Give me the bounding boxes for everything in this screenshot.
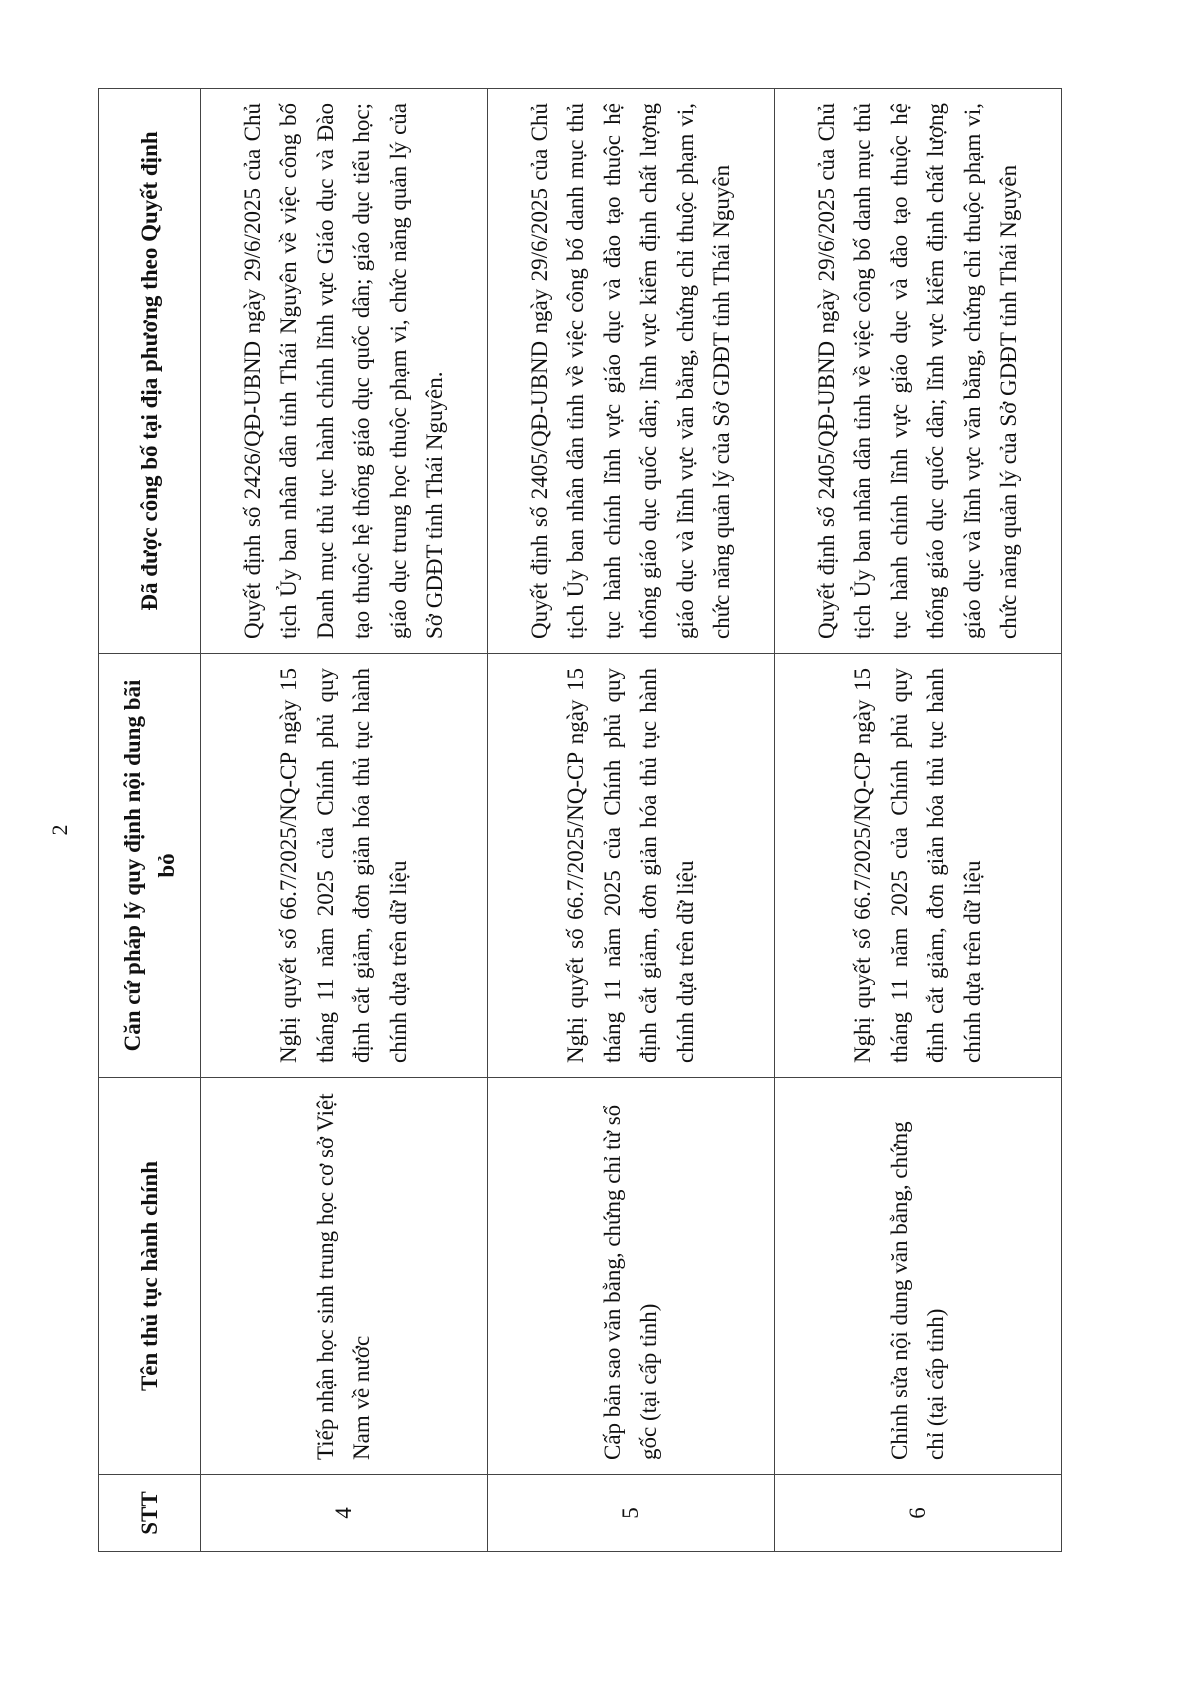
- cell-procedure-name: Tiếp nhận học sinh trung học cơ sở Việt Nam về nước: [201, 1078, 488, 1475]
- cell-stt: 6: [775, 1475, 1062, 1552]
- table-row: [488, 89, 775, 1552]
- cell-procedure-name: Cấp bản sao văn bằng, chứng chỉ từ sổ gốc (tại cấp tỉnh): [488, 1078, 775, 1475]
- procedures-table: [98, 88, 1062, 1552]
- header-stt: STT: [99, 1475, 201, 1552]
- table-row: [775, 89, 1062, 1552]
- cell-stt: 4: [201, 1475, 488, 1552]
- table-header-row: [99, 89, 201, 1552]
- cell-procedure-name: Chỉnh sửa nội dung văn bằng, chứng chỉ (tại cấp tỉnh): [775, 1078, 1062, 1475]
- table-row: [201, 89, 488, 1552]
- cell-stt: 5: [488, 1475, 775, 1552]
- header-announced-decision: Đã được công bố tại địa phương theo Quyết định: [99, 89, 201, 654]
- cell-announced-decision: Quyết định số 2426/QĐ-UBND ngày 29/6/2025 của Chủ tịch Ủy ban nhân dân tỉnh Thái Nguyên về việc công bố Danh mục thủ tục hành chính lĩnh vực Giáo dục và Đào tạo thuộc hệ thống giáo dục quốc dân; giáo dục tiểu học; giáo dục trung học thuộc phạm vi, chức năng quản lý của Sở GDĐT tỉnh Thái Nguyên.: [201, 89, 488, 654]
- cell-announced-decision: Quyết định số 2405/QĐ-UBND ngày 29/6/2025 của Chủ tịch Ủy ban nhân dân tỉnh về việc công bố danh mục thủ tục hành chính lĩnh vực giáo dục và đào tạo thuộc hệ thống giáo dục quốc dân; lĩnh vực kiểm định chất lượng giáo dục và lĩnh vực văn bằng, chứng chỉ thuộc phạm vi, chức năng quản lý của Sở GDĐT tỉnh Thái Nguyên: [488, 89, 775, 654]
- header-procedure-name: Tên thủ tục hành chính: [99, 1078, 201, 1475]
- cell-legal-basis: Nghị quyết số 66.7/2025/NQ-CP ngày 15 tháng 11 năm 2025 của Chính phủ quy định cắt giảm, đơn giản hóa thủ tục hành chính dựa trên dữ liệu: [201, 654, 488, 1078]
- page-number: 2: [47, 824, 72, 836]
- cell-announced-decision: Quyết định số 2405/QĐ-UBND ngày 29/6/2025 của Chủ tịch Ủy ban nhân dân tỉnh về việc công bố danh mục thủ tục hành chính lĩnh vực giáo dục và đào tạo thuộc hệ thống giáo dục quốc dân; lĩnh vực kiểm định chất lượng giáo dục và lĩnh vực văn bằng, chứng chỉ thuộc phạm vi, chức năng quản lý của Sở GDĐT tỉnh Thái Nguyên: [775, 89, 1062, 654]
- cell-legal-basis: Nghị quyết số 66.7/2025/NQ-CP ngày 15 tháng 11 năm 2025 của Chính phủ quy định cắt giảm, đơn giản hóa thủ tục hành chính dựa trên dữ liệu: [488, 654, 775, 1078]
- cell-legal-basis: Nghị quyết số 66.7/2025/NQ-CP ngày 15 tháng 11 năm 2025 của Chính phủ quy định cắt giảm, đơn giản hóa thủ tục hành chính dựa trên dữ liệu: [775, 654, 1062, 1078]
- header-legal-basis: Căn cứ pháp lý quy định nội dung bãi bỏ: [99, 654, 201, 1078]
- table-wrapper: [98, 89, 1062, 1552]
- rotated-page-content: [98, 89, 1062, 1552]
